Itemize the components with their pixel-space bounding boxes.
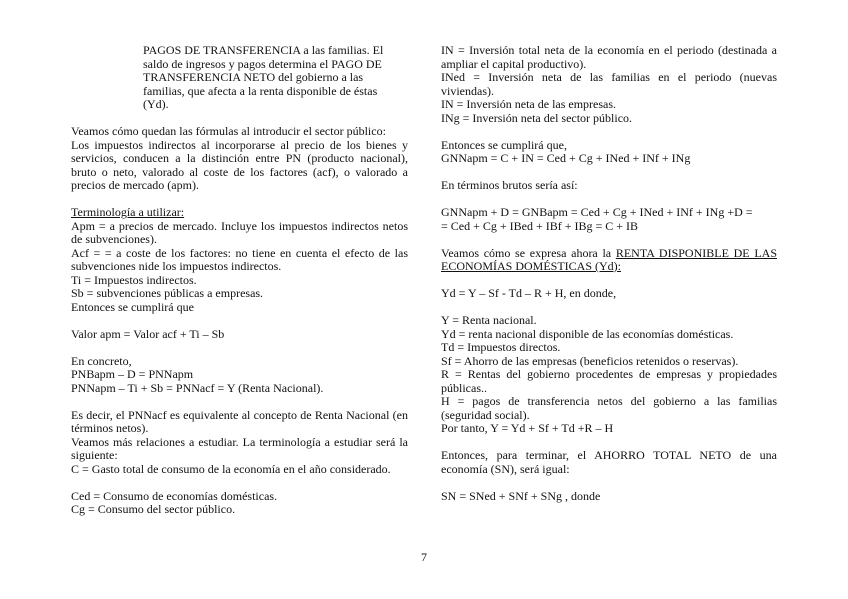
paragraph: En términos brutos sería así: xyxy=(441,178,578,192)
text-line: PAGOS DE TRANSFERENCIA a las familias. El xyxy=(143,43,384,57)
definition: Yd = renta nacional disponible de las economías domésticas. xyxy=(441,326,734,341)
definition: Ti = Impuestos indirectos. xyxy=(71,272,197,287)
definition: Ced = Consumo de economías domésticas. xyxy=(71,488,278,503)
renta-disponible-heading: RENTA DISPONIBLE DE LAS ECONOMÍAS DOMÉSTICAS (Yd): xyxy=(441,245,777,273)
definition: IN = Inversión neta de las empresas. xyxy=(441,97,617,111)
definition: Apm = a precios de mercado. Incluye los impuestos indirectos netos de subvenciones). xyxy=(71,218,408,246)
text-line: TRANSFERENCIA NETO del gobierno a las xyxy=(143,70,364,84)
equation: GNNapm + D = GNBapm = Ced + Cg + INed + INf + INg +D = xyxy=(441,205,753,219)
definition: Acf = = a coste de los factores: no tiene en cuenta el efecto de las subvenciones nide los impuestos indirectos. xyxy=(71,245,408,273)
equation: Por tanto, Y = Yd + Sf + Td +R – H xyxy=(441,421,614,435)
paragraph: Es decir, el PNNacf es equivalente al concepto de Renta Nacional (en términos netos). xyxy=(71,407,408,435)
definition: H = pagos de transferencia netos del gobierno a las familias (seguridad social). xyxy=(441,394,777,422)
definition: Sf = Ahorro de las empresas (beneficios retenidos o reservas). xyxy=(441,353,739,368)
section-heading: Terminología a utilizar: xyxy=(71,205,185,219)
definition: Sb = subvenciones públicas a empresas. xyxy=(71,286,264,300)
right-column xyxy=(441,44,777,503)
text-run: Veamos cómo se expresa ahora la xyxy=(441,245,616,260)
definition: C = Gasto total de consumo de la economía en el año considerado. xyxy=(71,461,391,476)
paragraph: En concreto, xyxy=(71,353,132,368)
paragraph xyxy=(441,247,777,274)
equation: Valor apm = Valor acf + Ti – Sb xyxy=(71,326,225,341)
text-line: (Yd). xyxy=(143,97,169,111)
equation: = Ced + Cg + IBed + IBf + IBg = C + IB xyxy=(441,218,639,233)
paragraph: Los impuestos indirectos al incorporarse al precio de los bienes y servicios, conducen a la distinción entre PN (producto nacional), bruto o neto, valorado al coste de los factores (acf), o valorado a precios de mercado (apm). xyxy=(71,137,408,192)
definition: INg = Inversión neta del sector público. xyxy=(441,110,633,125)
transfer-payments-paragraph xyxy=(71,44,408,112)
text-line: familias, que afecta a la renta disponible de éstas xyxy=(143,83,378,98)
page-number: 7 xyxy=(421,550,427,564)
left-column xyxy=(71,44,408,517)
equation: SN = SNed + SNf + SNg , donde xyxy=(441,488,601,503)
paragraph: Entonces, para terminar, el AHORRO TOTAL NETO de una economía (SN), será igual: xyxy=(441,448,777,476)
paragraph: Veamos cómo quedan las fórmulas al introducir el sector público: xyxy=(71,124,386,138)
equation: PNBapm – D = PNNapm xyxy=(71,367,194,381)
definition: Td = Impuestos directos. xyxy=(441,340,561,354)
paragraph: Entonces se cumplirá que xyxy=(71,299,194,314)
definition: R = Rentas del gobierno procedentes de empresas y propiedades públicas.. xyxy=(441,367,777,395)
paragraph: Veamos más relaciones a estudiar. La terminología a estudiar será la siguiente: xyxy=(71,434,408,462)
equation: PNNapm – Ti + Sb = PNNacf = Y (Renta Nacional). xyxy=(71,380,324,395)
definition: Y = Renta nacional. xyxy=(441,313,537,327)
definition: IN = Inversión total neta de la economía en el periodo (destinada a ampliar el capital productivo). xyxy=(441,43,777,71)
paragraph: Entonces se cumplirá que, xyxy=(441,137,567,152)
definition: INed = Inversión neta de las familias en el periodo (nuevas viviendas). xyxy=(441,70,777,98)
definition: Cg = Consumo del sector público. xyxy=(71,502,236,516)
text-line: saldo de ingresos y pagos determina el PAGO DE xyxy=(143,56,382,71)
equation: GNNapm = C + IN = Ced + Cg + INed + INf + INg xyxy=(441,151,691,165)
equation: Yd = Y – Sf - Td – R + H, en donde, xyxy=(441,286,617,300)
